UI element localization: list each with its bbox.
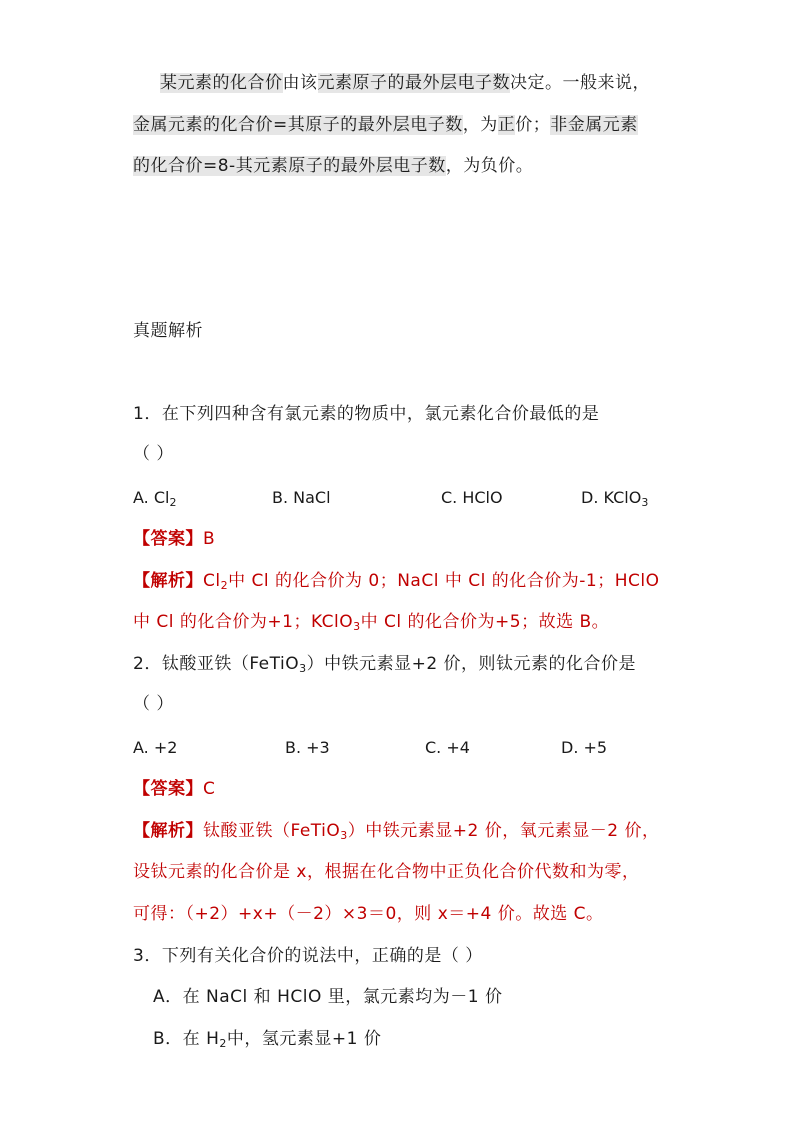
intro-highlight: 非金属元素 — [550, 115, 638, 135]
q1-option-c: C. HClO — [441, 488, 503, 507]
q2-option-b: B. +3 — [285, 738, 330, 757]
q2-stem: 2．钛酸亚铁（FeTiO$_3$）中铁元素显+2 价，则钛元素的化合价是 — [133, 654, 637, 675]
intro-highlight: 正 — [497, 115, 516, 135]
intro-text: ，为负价。 — [445, 156, 534, 176]
q1-explanation-1: 【解析】$Cl_2$中 Cl 的化合价为 0；NaCl 中 Cl 的化合价为-1；HClO — [133, 571, 660, 592]
answer-value: C — [203, 779, 216, 799]
q1-answer — [133, 528, 215, 550]
q1-option-b: B. NaCl — [272, 488, 331, 507]
section-title: 真题解析 — [133, 321, 203, 341]
answer-label: 【答案】 — [133, 779, 203, 799]
intro-line-3 — [133, 155, 533, 177]
q3-option-b: B．在 $H_2$中，氢元素显+1 价 — [153, 1029, 382, 1050]
q1-explanation-2: 中 Cl 的化合价为+1；KClO$_3$中 Cl 的化合价为+5；故选 B。 — [133, 612, 610, 633]
intro-line-2 — [133, 114, 638, 136]
intro-text: 由该 — [282, 73, 318, 93]
q2-explanation-3: 可得：（+2）+x+（－2）×3＝0，则 x＝+4 价。故选 C。 — [133, 904, 604, 924]
intro-highlight: 的化合价=8-其元素原子的最外层电子数 — [133, 156, 446, 176]
q2-option-c: C. +4 — [425, 738, 470, 757]
q1-option-a: A. $Cl_2$ — [133, 488, 177, 509]
q3-stem: 3．下列有关化合价的说法中，正确的是（ ） — [133, 946, 483, 966]
answer-value: B — [203, 529, 216, 549]
q2-answer — [133, 778, 215, 800]
intro-line-1 — [160, 72, 650, 94]
q2-option-d: D. +5 — [561, 738, 608, 757]
q1-paren: （ ） — [133, 444, 174, 464]
intro-highlight: 元素原子的最外层电子数 — [317, 73, 510, 93]
intro-highlight: 某元素的化合价 — [160, 73, 283, 93]
q2-explanation-1: 【解析】钛酸亚铁（FeTiO$_3$）中铁元素显+2 价，氧元素显－2 价， — [133, 821, 660, 842]
q2-option-a: A. +2 — [133, 738, 178, 757]
q3-option-a: A．在 NaCl 和 HClO 里，氯元素均为－1 价 — [153, 987, 503, 1007]
intro-highlight: 金属元素的化合价=其原子的最外层电子数 — [133, 115, 463, 135]
answer-label: 【答案】 — [133, 529, 203, 549]
q2-explanation-2: 设钛元素的化合价是 x，根据在化合物中正负化合价代数和为零， — [133, 862, 640, 882]
intro-text: 决定。一般来说， — [510, 73, 650, 93]
explanation-label: 【解析】 — [133, 821, 203, 841]
q1-stem: 1．在下列四种含有氯元素的物质中，氯元素化合价最低的是 — [133, 404, 600, 424]
intro-text: 价； — [515, 115, 551, 135]
intro-text: ，为 — [462, 115, 498, 135]
q2-paren: （ ） — [133, 694, 174, 714]
q1-option-d: D. KClO$_3$ — [581, 488, 649, 509]
explanation-label: 【解析】 — [133, 571, 203, 591]
